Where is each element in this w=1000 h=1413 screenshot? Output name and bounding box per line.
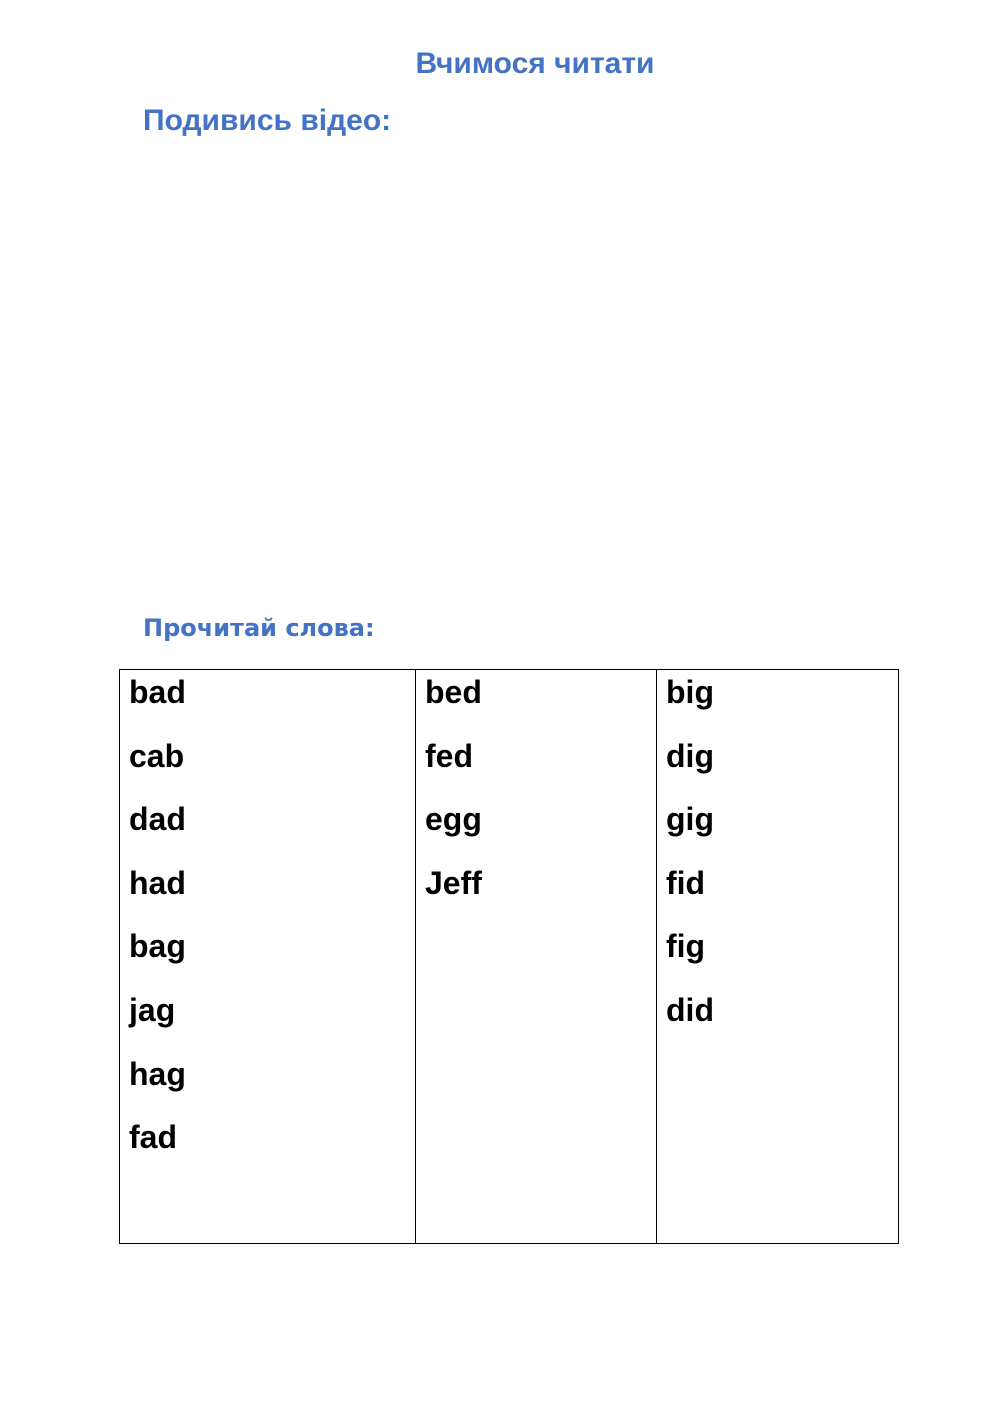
word-table-row xyxy=(120,670,899,1244)
word-item: Jeff xyxy=(425,864,482,901)
word-item: fed xyxy=(425,737,473,774)
word-item: gig xyxy=(666,801,714,838)
word-item: did xyxy=(666,991,714,1028)
word-item: jag xyxy=(129,991,176,1028)
word-item: fig xyxy=(666,928,706,965)
read-words-heading: Прочитай слова: xyxy=(143,614,375,642)
word-item: fad xyxy=(129,1119,177,1156)
page-title: Вчимося читати xyxy=(415,47,655,80)
word-item: cab xyxy=(129,737,185,774)
word-column-a xyxy=(120,670,416,1244)
word-table xyxy=(119,669,899,1244)
word-item: bag xyxy=(129,928,186,965)
word-item: bed xyxy=(425,674,482,710)
word-item: hag xyxy=(129,1055,186,1092)
word-item: egg xyxy=(425,801,482,838)
word-item: big xyxy=(666,674,714,710)
word-item: dad xyxy=(129,801,186,838)
word-item: had xyxy=(129,864,186,901)
word-item: dig xyxy=(666,737,714,774)
word-item: fid xyxy=(666,864,706,901)
video-instruction: Подивись відео: xyxy=(143,104,392,137)
word-column-e xyxy=(416,670,657,1244)
word-item: bad xyxy=(129,674,186,710)
word-column-i xyxy=(657,670,899,1244)
